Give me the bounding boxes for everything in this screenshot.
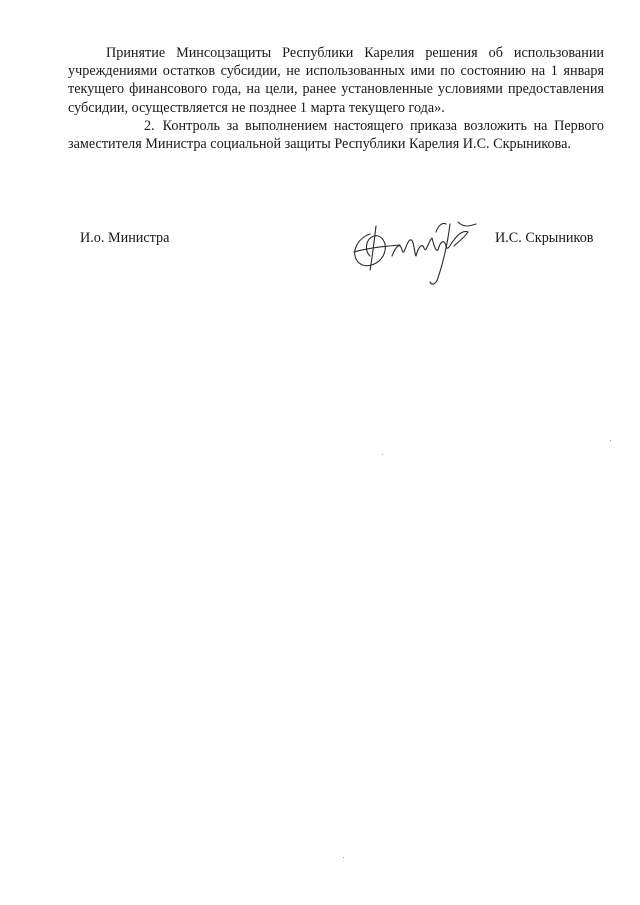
paragraph-text: Принятие Минсоцзащиты Республики Карелия решения об использовании учреждениями остатков субсидии, не использованных ими по состоянию на 1 января текущего финансового года, на цели, ранее установленные условиями предоставления субсидии, осуществляется не позднее 1 марта текущего года». bbox=[68, 45, 604, 116]
signer-name: И.С. Скрыников bbox=[495, 230, 594, 246]
signature-block bbox=[0, 226, 640, 296]
signer-position: И.о. Министра bbox=[80, 230, 170, 246]
paragraph-text: Контроль за выполнением настоящего приказа возложить на Первого заместителя Министра социальной защиты Республики Карелия И.С. Скрыникова. bbox=[68, 117, 604, 153]
scan-speck bbox=[343, 857, 344, 858]
paragraph-subsidy-decision bbox=[68, 44, 604, 117]
paragraph-number: 2. bbox=[144, 117, 155, 134]
paragraph-control bbox=[68, 117, 604, 153]
document-body bbox=[68, 44, 604, 153]
handwritten-signature bbox=[340, 212, 490, 292]
scan-speck bbox=[382, 454, 383, 455]
scan-speck bbox=[610, 440, 611, 441]
